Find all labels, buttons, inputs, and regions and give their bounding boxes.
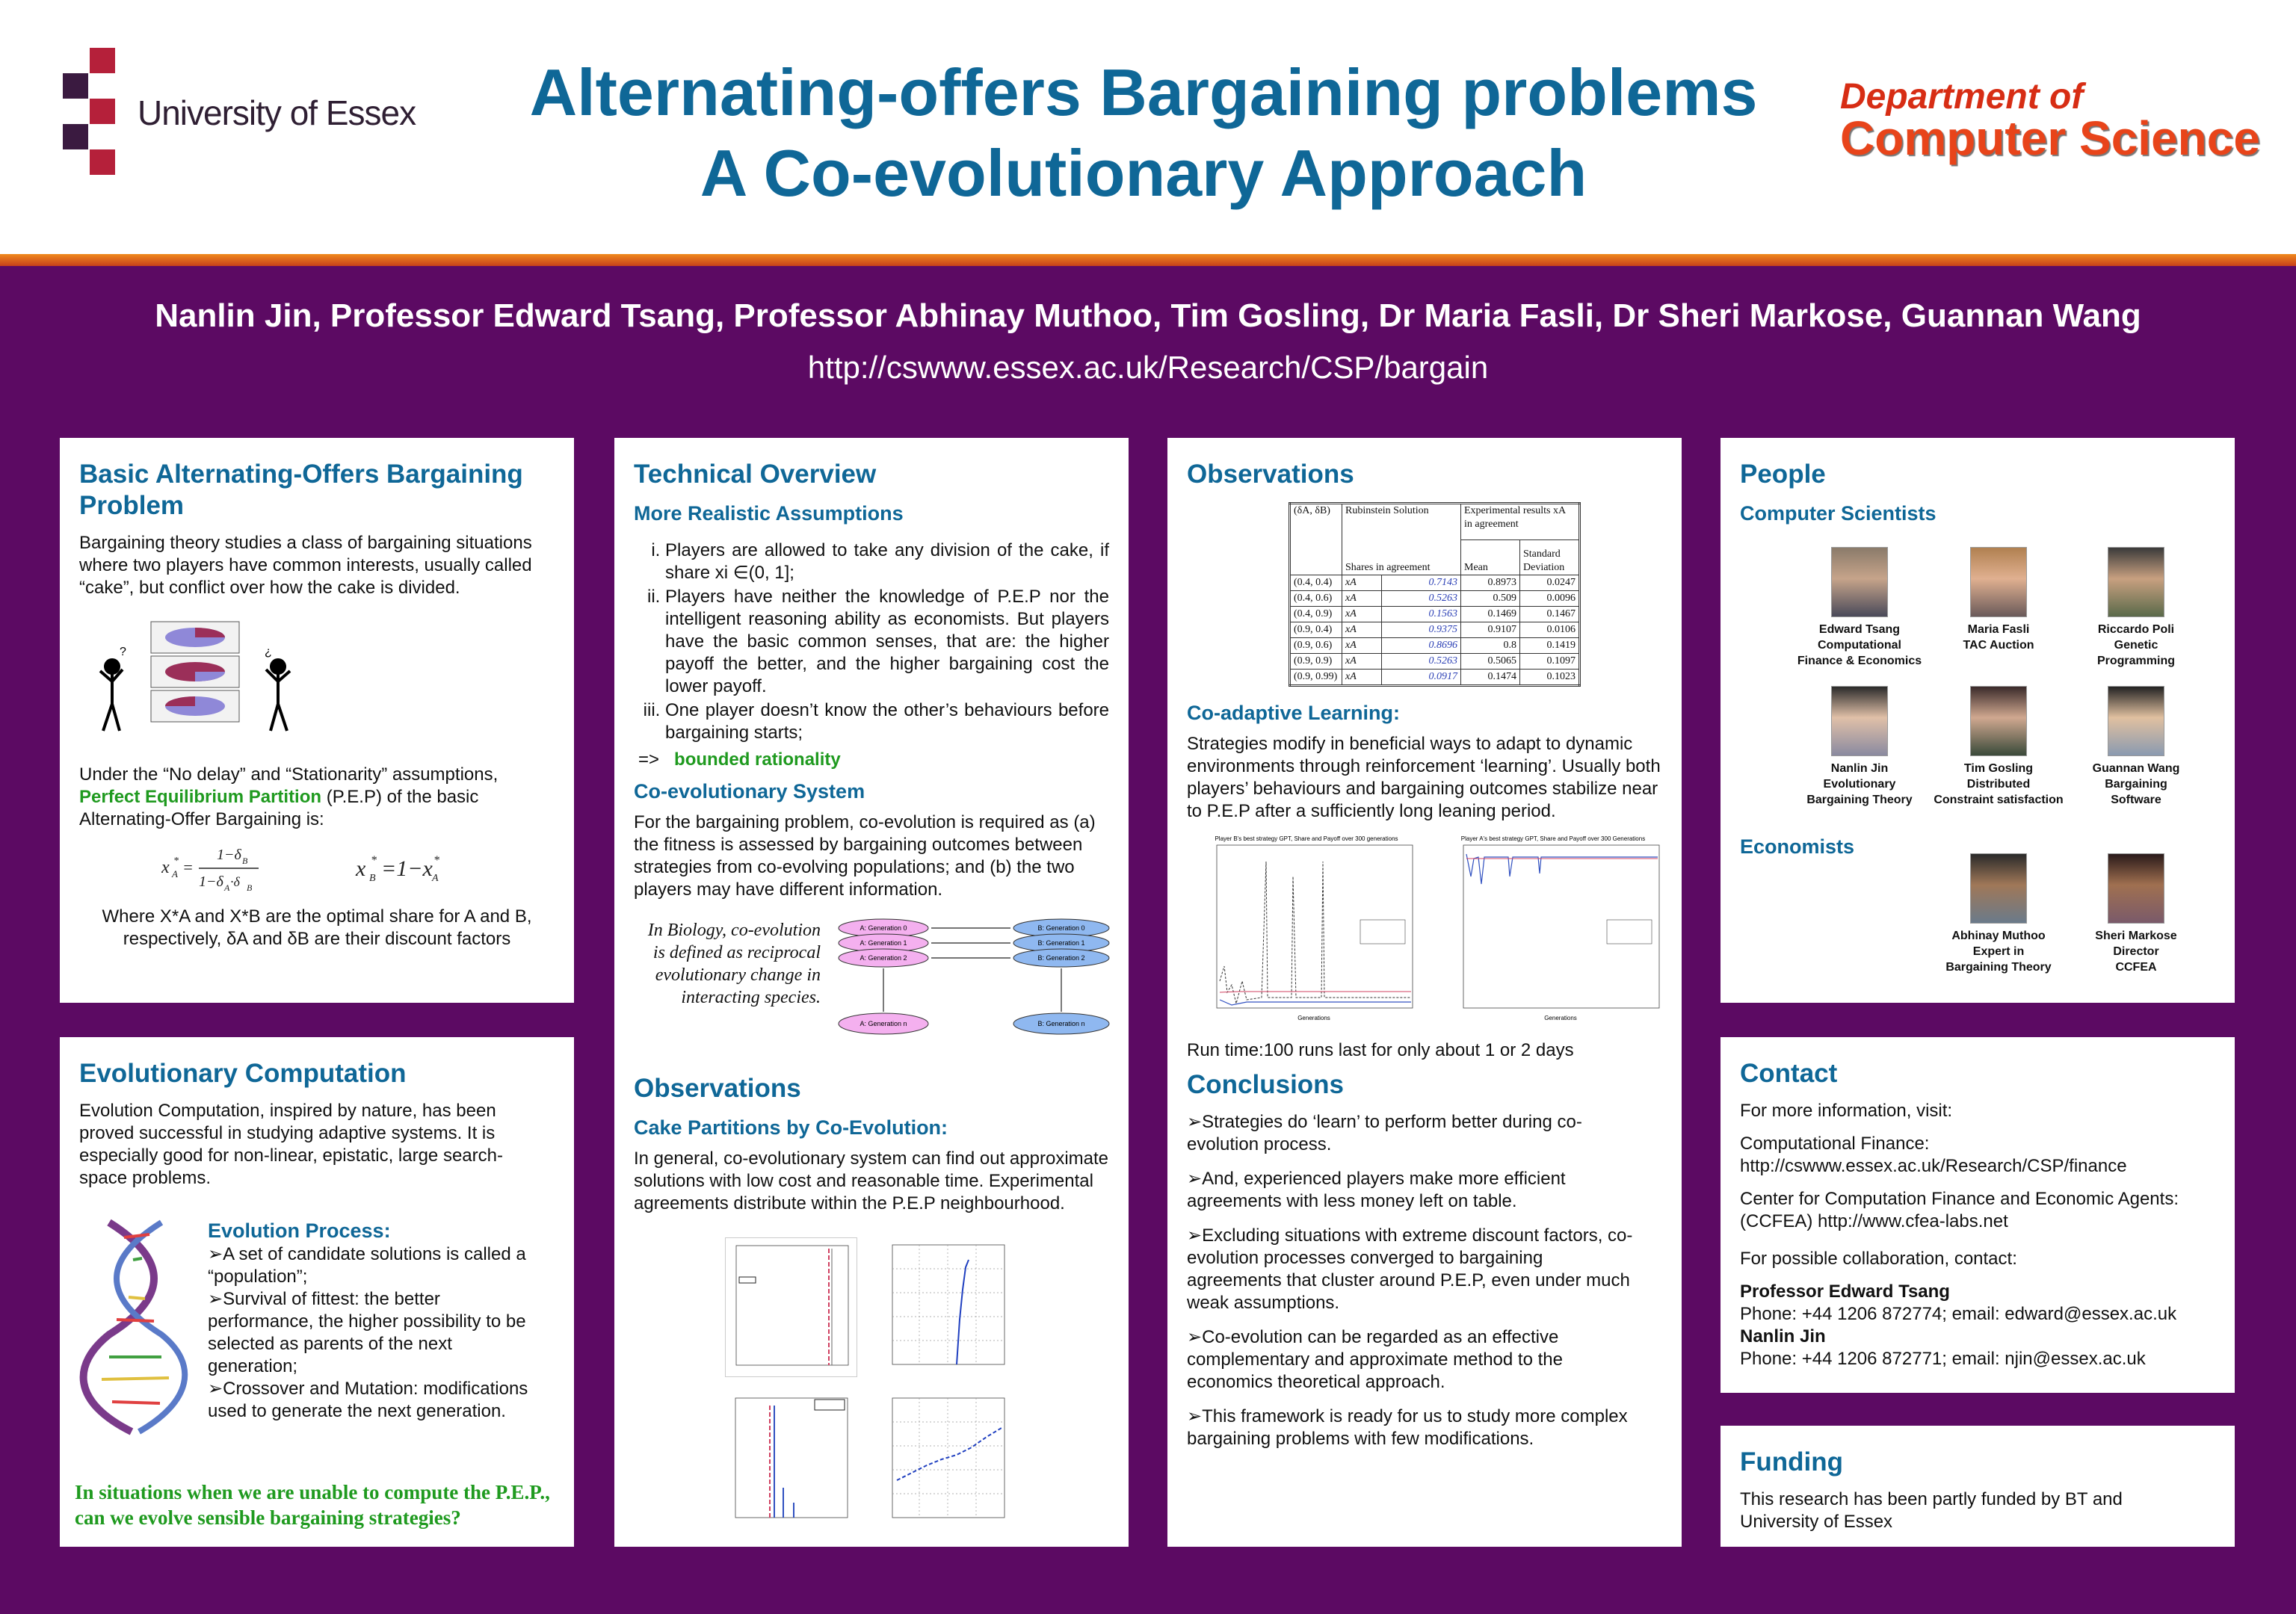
panel-evolutionary-computation — [60, 1037, 574, 1547]
contact-person-1-name: Professor Edward Tsang — [1740, 1281, 1950, 1302]
panel-heading: Observations — [1187, 460, 1354, 489]
person-photo — [1831, 547, 1888, 617]
contact-collaboration: For possible collaboration, contact: — [1740, 1249, 2017, 1269]
plot-title: Player B's best strategy GPT, Share and Payoff over 300 generations — [1215, 835, 1398, 842]
coadaptive-heading: Co-adaptive Learning: — [1187, 702, 1401, 724]
person-card: Guannan Wang Bargaining Software — [2061, 686, 2211, 808]
svg-text:?: ? — [120, 646, 126, 658]
svg-text:·δ: ·δ — [230, 874, 240, 889]
person-photo — [1831, 686, 1888, 756]
table-row: (0.4, 0.9) xA 0.1563 0.1469 0.1467 — [1290, 607, 1580, 622]
table-header: Shares in agreement — [1342, 539, 1461, 575]
partition-plot-2 — [882, 1237, 1013, 1376]
evo-question: In situations when we are unable to compute the P.E.P., can we evolve sensible bargaining strategies? — [75, 1481, 550, 1529]
evolution-process-item: ➢Survival of fittest: the better performance, the higher possibility to be selected as parents of the next generation; — [208, 1289, 526, 1376]
panel-heading: People — [1740, 460, 1826, 489]
university-logo — [63, 48, 115, 175]
assumption-item: iii. One player doesn’t know the other’s behaviours before bargaining starts; — [665, 699, 1109, 744]
plot-xlabel: Generations — [1297, 1015, 1330, 1021]
finance-url[interactable]: http://cswww.essex.ac.uk/Research/CSP/finance — [1740, 1156, 2127, 1176]
university-name: University of Essex — [138, 93, 416, 132]
svg-text:¿: ¿ — [265, 646, 272, 658]
svg-text:*: * — [371, 854, 377, 867]
table-row: (0.4, 0.4) xA 0.7143 0.8973 0.0247 — [1290, 575, 1580, 591]
runtime-text: Run time:100 runs last for only about 1 or 2 days — [1187, 1040, 1574, 1060]
pep-description: Under the “No delay” and “Stationarity” assumptions, Perfect Equilibrium Partition (P.E.P) of the basic Alternating-Offer Bargaining is: — [79, 764, 499, 829]
conclusion-item: ➢This framework is ready for us to study more complex bargaining problems with few modifications. — [1187, 1406, 1628, 1449]
pep-term: Perfect Equilibrium Partition — [79, 787, 322, 807]
conclusion-item: ➢Strategies do ‘learn’ to perform better during co-evolution process. — [1187, 1112, 1582, 1154]
assumptions-heading: More Realistic Assumptions — [634, 502, 904, 525]
contact-ccfea: Center for Computation Finance and Economic Agents: (CCFEA) http://www.cfea-labs.net — [1740, 1189, 2179, 1231]
coevolution-heading: Co-evolutionary System — [634, 780, 865, 803]
diagram-label: A: Generation n — [860, 1020, 907, 1027]
assumption-item: i. Players are allowed to take any division of the cake, if share xi ∈(0, 1]; — [665, 539, 1109, 584]
svg-text:1−δ: 1−δ — [217, 847, 241, 863]
person-card: Sheri Markose Director CCFEA — [2061, 853, 2211, 975]
results-table — [1289, 502, 1581, 687]
conclusion-item: ➢Excluding situations with extreme discount factors, co-evolution processes converged to bargaining agreements that cluster around P.E.P, even under much weak assumptions. — [1187, 1225, 1633, 1313]
table-header: Experimental results xA in agreement — [1461, 504, 1580, 540]
project-url[interactable]: http://cswww.essex.ac.uk/Research/CSP/bargain — [807, 350, 1489, 385]
table-header: Rubinstein Solution — [1342, 504, 1461, 540]
panel-funding — [1721, 1426, 2235, 1547]
person-card: Abhinay Muthoo Expert in Bargaining Theory — [1924, 853, 2073, 975]
table-row: (0.4, 0.6) xA 0.5263 0.509 0.0096 — [1290, 591, 1580, 607]
economists-heading: Economists — [1740, 835, 1855, 858]
svg-text:B: B — [242, 856, 248, 866]
svg-text:=1−x: =1−x — [381, 856, 433, 881]
partition-plot-1 — [725, 1237, 857, 1377]
svg-text:B: B — [369, 873, 376, 884]
diagram-label: A: Generation 1 — [860, 939, 907, 947]
panel-heading: Technical Overview — [634, 460, 877, 489]
conclusion-item: ➢Co-evolution can be regarded as an effective complementary and approximate method to the economics theoretical approach. — [1187, 1327, 1563, 1392]
contact-visit: For more information, visit: — [1740, 1101, 1953, 1121]
player-a-strategy-plot — [1441, 832, 1665, 1026]
partition-plot-3 — [725, 1391, 856, 1529]
poster-title — [448, 52, 1839, 214]
rationality-line: => bounded rationality — [638, 749, 841, 770]
person-card: Riccardo Poli Genetic Programming — [2061, 547, 2211, 669]
basic-intro: Bargaining theory studies a class of bargaining situations where two players have common interests, usually called “cake”, but conflict over how the cake is divided. — [79, 533, 532, 598]
svg-text:A: A — [224, 882, 230, 893]
contact-computational-finance: Computational Finance: http://cswww.essex.ac.uk/Research/CSP/finance — [1740, 1134, 2127, 1176]
person-photo — [1970, 853, 2027, 924]
panel-heading: Funding — [1740, 1447, 1844, 1477]
where-text: Where X*A and X*B are the optimal share for A and B, respectively, δA and δB are their discount factors — [102, 906, 532, 949]
person-card: Edward Tsang Computational Finance & Economics — [1785, 547, 1934, 669]
panel-heading: Basic Alternating-Offers Bargaining Problem — [79, 460, 523, 520]
panel-observations — [1167, 438, 1682, 1547]
panel-technical-overview — [614, 438, 1129, 1547]
panel-basic-problem — [60, 438, 574, 1003]
plot-xlabel: Generations — [1544, 1015, 1577, 1021]
contact-person-2-name: Nanlin Jin — [1740, 1326, 1826, 1346]
cake-partitions-heading: Cake Partitions by Co-Evolution: — [634, 1116, 948, 1139]
person-card: Maria Fasli TAC Auction — [1924, 547, 2073, 653]
diagram-label: B: Generation 0 — [1037, 924, 1085, 932]
partition-plot-4 — [882, 1391, 1013, 1529]
table-row: (0.9, 0.4) xA 0.9375 0.9107 0.0106 — [1290, 622, 1580, 638]
title-line-2: A Co-evolutionary Approach — [700, 136, 1587, 210]
evolution-process-item: ➢A set of candidate solutions is called a “population”; — [208, 1244, 526, 1287]
plot-title: Player A's best strategy GPT, Share and Payoff over 300 Generations — [1460, 835, 1646, 842]
panel-heading: Contact — [1740, 1059, 1838, 1088]
cake-partitions-text: In general, co-evolutionary system can find out approximate solutions with low cost and reasonable time. Experimental agreements distribute within the P.E.P neighbourhood. — [634, 1148, 1109, 1213]
table-header: (δA, δB) — [1290, 504, 1342, 575]
player-b-strategy-plot — [1194, 832, 1419, 1026]
diagram-label: A: Generation 2 — [860, 954, 907, 962]
svg-text:1−δ: 1−δ — [199, 874, 223, 890]
evo-intro: Evolution Computation, inspired by nature, has been proved successful in studying adaptive systems. It is especially good for non-linear, epistatic, large search-space problems. — [79, 1101, 503, 1188]
svg-text:x: x — [356, 856, 366, 881]
header — [0, 0, 2296, 254]
biology-quote: In Biology, co-evolution is defined as reciprocal evolutionary change in interacting species. — [647, 921, 821, 1007]
conclusions-list — [1187, 1111, 1635, 1450]
pep-formula — [161, 838, 505, 898]
svg-text:x: x — [161, 858, 170, 877]
coevolution-diagram — [837, 912, 1114, 1061]
conclusions-heading: Conclusions — [1187, 1070, 1345, 1099]
header-stripe — [0, 254, 2296, 266]
person-photo — [2108, 686, 2164, 756]
svg-text:=: = — [182, 858, 194, 876]
assumption-item: ii. Players have neither the knowledge of P.E.P nor the intelligent reasoning ability as economists. But players have the basic common senses, that are: the higher payoff the better, and the higher bargaining cost the lower payoff. — [665, 586, 1109, 698]
svg-text:*: * — [433, 854, 439, 867]
table-header: Standard Deviation — [1520, 539, 1580, 575]
title-line-1: Alternating-offers Bargaining problems — [529, 55, 1758, 129]
table-header: Mean — [1461, 539, 1520, 575]
funding-text: This research has been partly funded by BT and University of Essex — [1740, 1489, 2123, 1532]
svg-text:*: * — [173, 856, 179, 867]
svg-text:B: B — [247, 882, 253, 893]
coadaptive-text: Strategies modify in beneficial ways to adapt to dynamic environments through reinforcement ‘learning’. Usually both players’ behaviours and bargaining outcomes stabilize near to P.E.P after a sufficiently long leaning period. — [1187, 734, 1661, 821]
person-card: Tim Gosling Distributed Constraint satisfaction — [1924, 686, 2073, 808]
diagram-label: B: Generation n — [1037, 1020, 1085, 1027]
dna-helix-illustration — [79, 1215, 191, 1439]
diagram-label: B: Generation 2 — [1037, 954, 1085, 962]
authors: Nanlin Jin, Professor Edward Tsang, Professor Abhinay Muthoo, Tim Gosling, Dr Maria Fasli, Dr Sheri Markose, Guannan Wang — [155, 297, 2141, 334]
svg-text:A: A — [172, 868, 178, 879]
svg-text:A: A — [432, 873, 439, 884]
computer-scientists-heading: Computer Scientists — [1740, 502, 1937, 525]
person-photo — [1970, 686, 2027, 756]
panel-contact — [1721, 1037, 2235, 1393]
person-card: Nanlin Jin Evolutionary Bargaining Theory — [1785, 686, 1934, 808]
table-row: (0.9, 0.99) xA 0.0917 0.1474 0.1023 — [1290, 670, 1580, 686]
conclusion-item: ➢And, experienced players make more efficient agreements with less money left on table. — [1187, 1169, 1566, 1211]
contact-person-2-details[interactable]: Phone: +44 1206 872771; email: njin@essex.ac.uk — [1740, 1349, 2146, 1369]
cake-bargaining-illustration — [90, 614, 314, 756]
department-line-1: Department of — [1840, 77, 2084, 117]
department-line-2: Computer Science — [1840, 111, 2260, 165]
evolution-process-item: ➢Crossover and Mutation: modifications used to generate the next generation. — [208, 1379, 528, 1421]
diagram-label: B: Generation 1 — [1037, 939, 1085, 947]
table-row: (0.9, 0.9) xA 0.5263 0.5065 0.1097 — [1290, 654, 1580, 670]
table-row: (0.9, 0.6) xA 0.8696 0.8 0.1419 — [1290, 638, 1580, 654]
person-photo — [2108, 547, 2164, 617]
cake-partition-plots — [725, 1237, 1024, 1536]
person-photo — [1970, 547, 2027, 617]
panel-people — [1721, 438, 2235, 1003]
assumptions-list — [634, 539, 1109, 744]
coevolution-text: For the bargaining problem, co-evolution is required as (a) the fitness is assessed by bargaining outcomes between strategies from co-evolving populations; and (b) the two players may have different information. — [634, 812, 1096, 900]
contact-person-1-details[interactable]: Phone: +44 1206 872774; email: edward@essex.ac.uk — [1740, 1304, 2177, 1324]
diagram-label: A: Generation 0 — [860, 924, 907, 932]
evolution-process-heading: Evolution Process: — [208, 1219, 391, 1242]
observations-heading: Observations — [634, 1074, 801, 1103]
bounded-rationality: bounded rationality — [674, 749, 841, 770]
person-photo — [2108, 853, 2164, 924]
panel-heading: Evolutionary Computation — [79, 1059, 407, 1088]
